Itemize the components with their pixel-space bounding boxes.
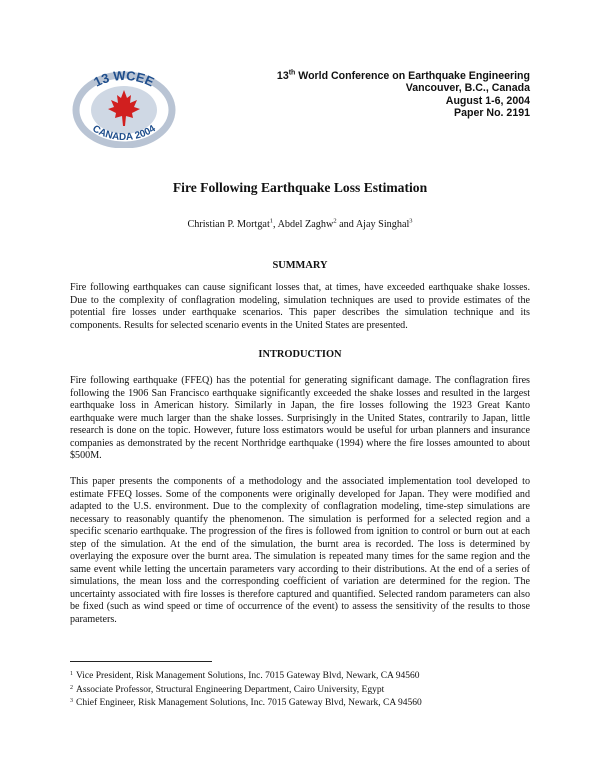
author: Ajay Singhal$^3$ — [355, 218, 413, 231]
intro-paragraph-1: Fire following earthquake (FFEQ) has the potential for generating significant damage. The conflagration fires following the 1906 San Francisco earthquake significantly exceeded the shake losses and resulted in the largest earthquake loss in American history. Similarly in Japan, the fire losses following the 1923 Great Kanto earthquake were much larger than the shake losses. Surprisingly in the United States, contrarily to Japan, little research is done on the topic. However, future loss estimators would be useful for urban planners and insurance companies as demonstrated by the recent Northridge earthquake (1994) where the fire losses amounted to about $500M. — [70, 375, 530, 462]
author: Christian P. Mortgat$^1$, — [187, 218, 278, 231]
conference-header — [277, 70, 530, 120]
footnote-rule — [70, 661, 212, 662]
wcee-logo — [66, 68, 182, 148]
logo-bottom-text: CANADA 2004 — [90, 123, 158, 144]
footnote-1: $^1$ Vice President, Risk Management Solutions, Inc. 7015 Gateway Blvd, Newark, CA 94560 — [70, 671, 420, 681]
author: Abdel Zaghw$^2$ and — [277, 218, 356, 231]
footnote-3: $^3$ Chief Engineer, Risk Management Solutions, Inc. 7015 Gateway Blvd, Newark, CA 94560 — [70, 698, 422, 708]
conference-location: Vancouver, B.C., Canada — [405, 82, 530, 95]
conference-name: 13th World Conference on Earthquake Engineering — [276, 69, 530, 82]
summary-heading: SUMMARY — [272, 260, 328, 271]
summary-paragraph: Fire following earthquakes can cause significant losses that, at times, have exceeded earthquake shake losses. Due to the complexity of conflagration modeling, simulation techniques are used to provide estimates of the potential fire losses under earthquake scenarios. This paper describes the simulation technique and its components. Results for selected scenario events in the United States are presented. — [70, 282, 530, 331]
introduction-heading: INTRODUCTION — [258, 349, 342, 360]
logo-top-text: 13 WCEE — [91, 68, 157, 90]
paper-number: Paper No. 2191 — [454, 107, 530, 120]
conference-dates: August 1-6, 2004 — [445, 94, 530, 107]
intro-paragraph-2: This paper presents the components of a methodology and the associated implementation tool developed to estimate FFEQ losses. Some of the components were originally developed for Japan. They were modified and adapted to the U.S. environment. Due to the complexity of conflagration modeling, time-step simulations are necessary to reasonably quantify the phenomenon. The simulation is performed for a selected region and a specific scenario earthquake. The progression of the fires is followed from ignition to control or burn out at each step of the simulation. At the end of the simulation, the burnt area is recorded. The loss is determined by overlaying the exposure over the burnt area. The simulation is repeated many times for the same region and the same event while letting the uncertain parameters vary according to their distributions. At the end of a series of simulations, the mean loss and the corresponding coefficient of variation are determined for the region. The uncertainty associated with fire losses is therefore captured and quantified. Selected random parameters can also be fixed (such as wind speed or time of occurrence of the event) to assess the sensitivity of the results to those parameters. — [70, 476, 530, 626]
author-list — [0, 218, 600, 230]
paper-title: Fire Following Earthquake Loss Estimation — [172, 180, 428, 195]
footnote-2: $^2$ Associate Professor, Structural Engineering Department, Cairo University, Egypt — [70, 685, 385, 695]
